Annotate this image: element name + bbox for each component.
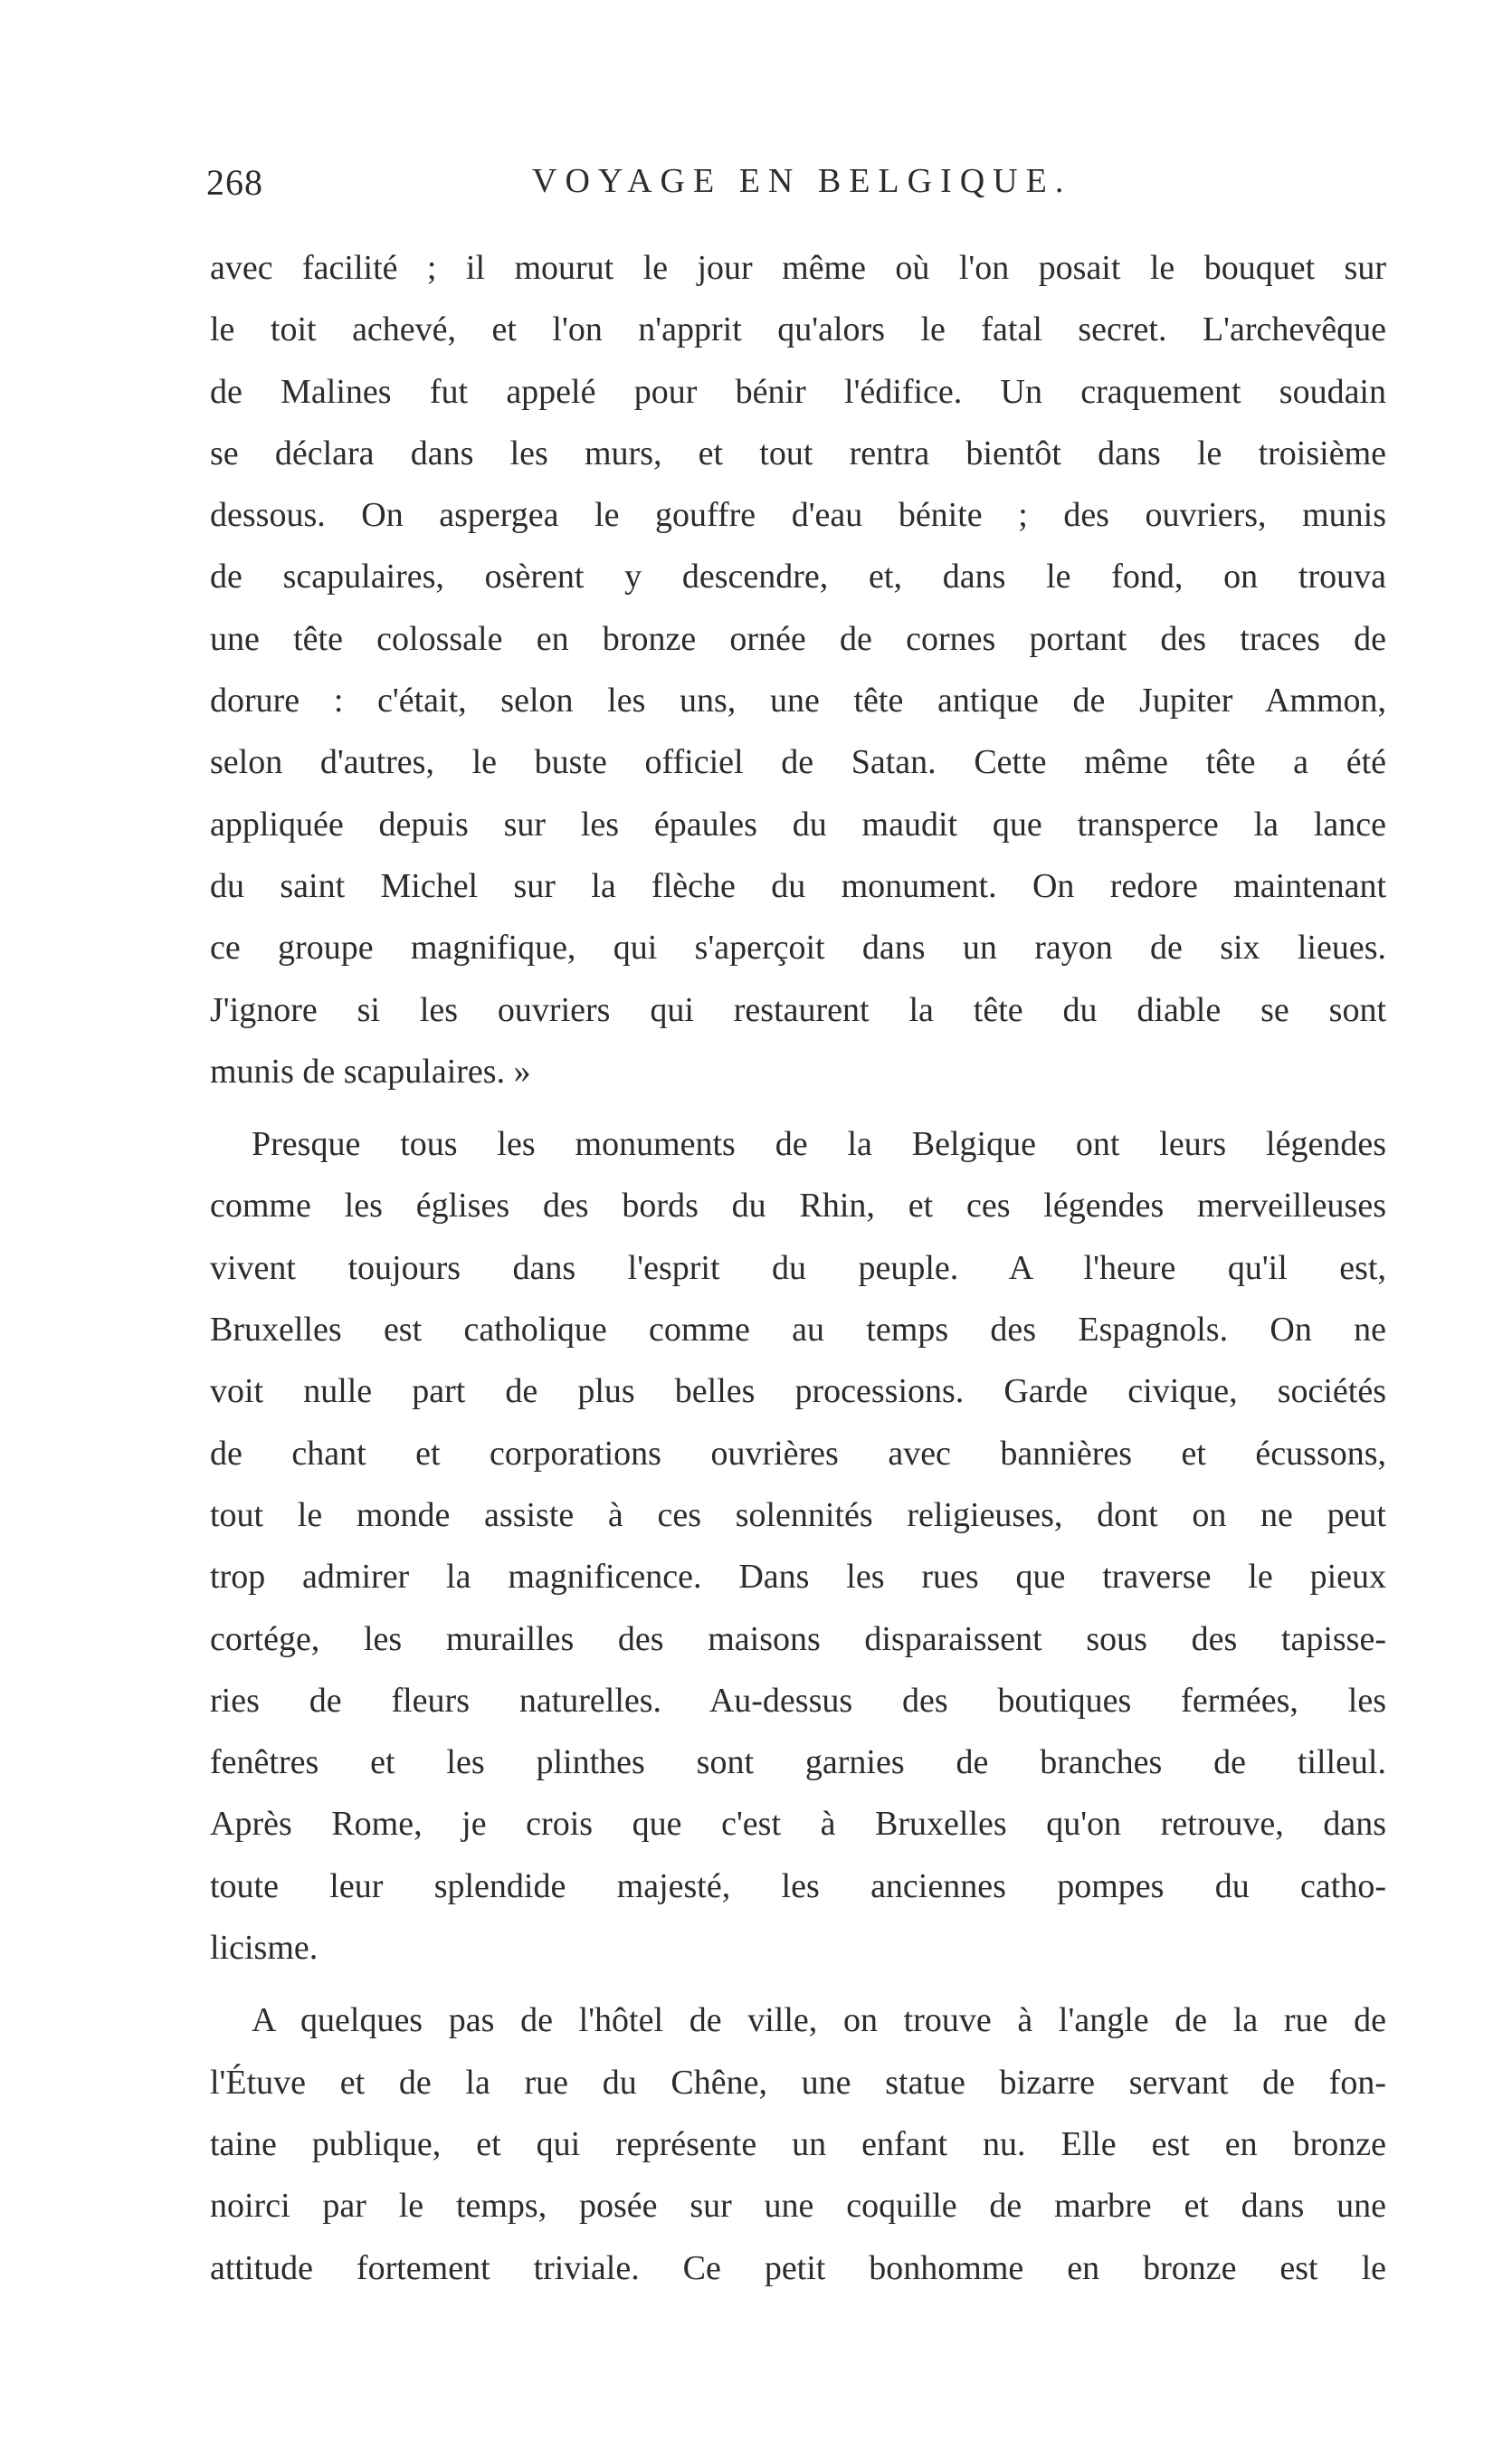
text-line: ce groupe magnifique, qui s'aperçoit dans un rayon de six lieues. <box>210 929 1386 968</box>
running-head <box>206 161 1383 215</box>
text-line: licisme. <box>210 1929 319 1968</box>
text-line: ries de fleurs naturelles. Au-dessus des boutiques fermées, les <box>210 1681 1386 1720</box>
text-line: J'ignore si les ouvriers qui restaurent la tête du diable se sont <box>210 990 1386 1029</box>
text-line: se déclara dans les murs, et tout rentra bientôt dans le troisième <box>210 434 1386 472</box>
text-line: une tête colossale en bronze ornée de cornes portant des traces de <box>210 619 1386 658</box>
text-line: A quelques pas de l'hôtel de ville, on trouve à l'angle de la rue de <box>252 2001 1386 2040</box>
text-line: trop admirer la magnificence. Dans les rues que traverse le pieux <box>210 1558 1386 1597</box>
text-line: du saint Michel sur la flèche du monument. On redore maintenant <box>210 866 1386 905</box>
text-line: toute leur splendide majesté, les anciennes pompes du catho- <box>210 1866 1386 1905</box>
text-line: voit nulle part de plus belles processions. Garde civique, sociétés <box>210 1372 1386 1411</box>
text-line: appliquée depuis sur les épaules du maudit que transperce la lance <box>210 805 1386 844</box>
text-line: comme les églises des bords du Rhin, et ces légendes merveilleuses <box>210 1187 1386 1226</box>
running-title: VOYAGE EN BELGIQUE. <box>532 162 1072 200</box>
text-line: le toit achevé, et l'on n'apprit qu'alors le fatal secret. L'archevêque <box>210 310 1386 349</box>
paragraph-brussels-processions <box>210 1113 1386 1979</box>
text-line: de scapulaires, osèrent y descendre, et, dans le fond, on trouva <box>210 558 1386 596</box>
text-line: munis de scapulaires. » <box>210 1052 531 1091</box>
text-line: avec facilité ; il mourut le jour même où l'on posait le bouquet sur <box>210 249 1386 287</box>
body-text <box>210 237 1386 2299</box>
text-line: dorure : c'était, selon les uns, une tête antique de Jupiter Ammon, <box>210 682 1386 720</box>
text-line: noirci par le temps, posée sur une coquille de marbre et dans une <box>210 2187 1386 2226</box>
text-line: de Malines fut appelé pour bénir l'édifice. Un craquement soudain <box>210 372 1386 411</box>
text-line: fenêtres et les plinthes sont garnies de branches de tilleul. <box>210 1743 1386 1782</box>
text-line: de chant et corporations ouvrières avec bannières et écussons, <box>210 1434 1386 1473</box>
text-line: l'Étuve et de la rue du Chêne, une statue bizarre servant de fon- <box>210 2063 1386 2102</box>
text-line: Presque tous les monuments de la Belgique ont leurs légendes <box>252 1125 1386 1164</box>
text-line: vivent toujours dans l'esprit du peuple. A l'heure qu'il est, <box>210 1248 1386 1287</box>
text-line: attitude fortement triviale. Ce petit bonhomme en bronze est le <box>210 2248 1386 2287</box>
text-line: cortége, les murailles des maisons disparaissent sous des tapisse- <box>210 1619 1386 1658</box>
text-line: dessous. On aspergea le gouffre d'eau bénite ; des ouvriers, munis <box>210 496 1386 535</box>
paragraph-manneken-statue <box>210 1989 1386 2298</box>
text-line: Après Rome, je crois que c'est à Bruxelles qu'on retrouve, dans <box>210 1805 1386 1844</box>
text-line: Bruxelles est catholique comme au temps des Espagnols. On ne <box>210 1311 1386 1350</box>
text-line: taine publique, et qui représente un enfant nu. Elle est en bronze <box>210 2124 1386 2163</box>
text-line: tout le monde assiste à ces solennités religieuses, dont on ne peut <box>210 1495 1386 1534</box>
paragraph-continued-legend <box>210 237 1386 1102</box>
text-line: selon d'autres, le buste officiel de Satan. Cette même tête a été <box>210 743 1386 782</box>
page-number: 268 <box>206 162 263 203</box>
